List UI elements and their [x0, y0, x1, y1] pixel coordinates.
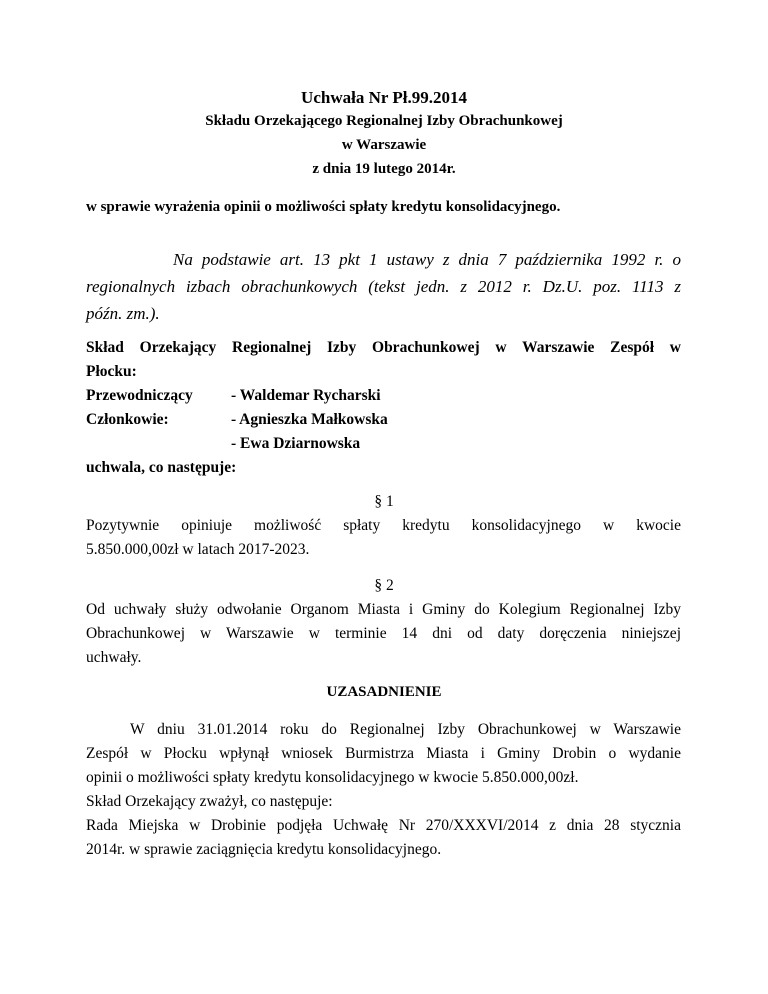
- legal-basis-line-2: regionalnych izbach obrachunkowych (tekst jedn. z 2012 r. Dz.U. poz. 1113 z: [86, 277, 681, 296]
- chair-name: - Waldemar Rycharski: [231, 387, 381, 404]
- members-row: [86, 408, 388, 432]
- justification-line-4: Skład Orzekający zważył, co następuje:: [86, 793, 333, 810]
- section-2-mark: § 2: [374, 577, 394, 594]
- chair-label: Przewodniczący: [86, 387, 193, 404]
- justification-line-3: opinii o możliwości spłaty kredytu konsolidacyjnego w kwocie 5.850.000,00zł.: [86, 769, 579, 786]
- panel-line-2: Płocku:: [86, 363, 137, 380]
- section-1-mark: § 1: [374, 493, 394, 510]
- issuer-city: w Warszawie: [341, 137, 427, 153]
- justification-line-6: 2014r. w sprawie zaciągnięcia kredytu konsolidacyjnego.: [86, 841, 442, 858]
- panel-line-1: Skład Orzekający Regionalnej Izby Obrachunkowej w Warszawie Zespół w: [86, 339, 681, 356]
- justification-line-1: W dniu 31.01.2014 roku do Regionalnej Izby Obrachunkowej w Warszawie: [130, 721, 681, 738]
- legal-basis-line-3: późn. zm.).: [86, 304, 160, 323]
- section-2-line-3: uchwały.: [86, 649, 142, 666]
- resolution-date: z dnia 19 lutego 2014r.: [312, 161, 456, 177]
- justification-line-2: Zespół w Płocku wpłynął wniosek Burmistrza Miasta i Gminy Drobin o wydanie: [86, 745, 681, 762]
- section-1-line-1: Pozytywnie opiniuje możliwość spłaty kredytu konsolidacyjnego w kwocie: [86, 517, 681, 534]
- section-2-line-1: Od uchwały służy odwołanie Organom Miasta i Gminy do Kolegium Regionalnej Izby: [86, 601, 681, 618]
- resolution-subject: w sprawie wyrażenia opinii o możliwości spłaty kredytu konsolidacyjnego.: [86, 199, 561, 215]
- member-2: - Ewa Dziarnowska: [231, 435, 361, 452]
- section-1-line-2: 5.850.000,00zł w latach 2017-2023.: [86, 541, 310, 558]
- member-1: - Agnieszka Małkowska: [231, 411, 388, 428]
- legal-basis-line-1: Na podstawie art. 13 pkt 1 ustawy z dnia 7 października 1992 r. o: [173, 250, 681, 269]
- resolution-title: Uchwała Nr Pł.99.2014: [301, 88, 467, 107]
- section-2-line-2: Obrachunkowej w Warszawie w terminie 14 dni od daty doręczenia niniejszej: [86, 625, 681, 642]
- justification-line-5: Rada Miejska w Drobinie podjęła Uchwałę Nr 270/XXXVI/2014 z dnia 28 stycznia: [86, 817, 681, 834]
- resolves-line: uchwala, co następuje:: [86, 459, 237, 476]
- issuer-line: Składu Orzekającego Regionalnej Izby Obrachunkowej: [205, 113, 563, 129]
- members-label: Członkowie:: [86, 411, 169, 428]
- chair-row: [86, 384, 381, 408]
- justification-heading: UZASADNIENIE: [326, 684, 442, 700]
